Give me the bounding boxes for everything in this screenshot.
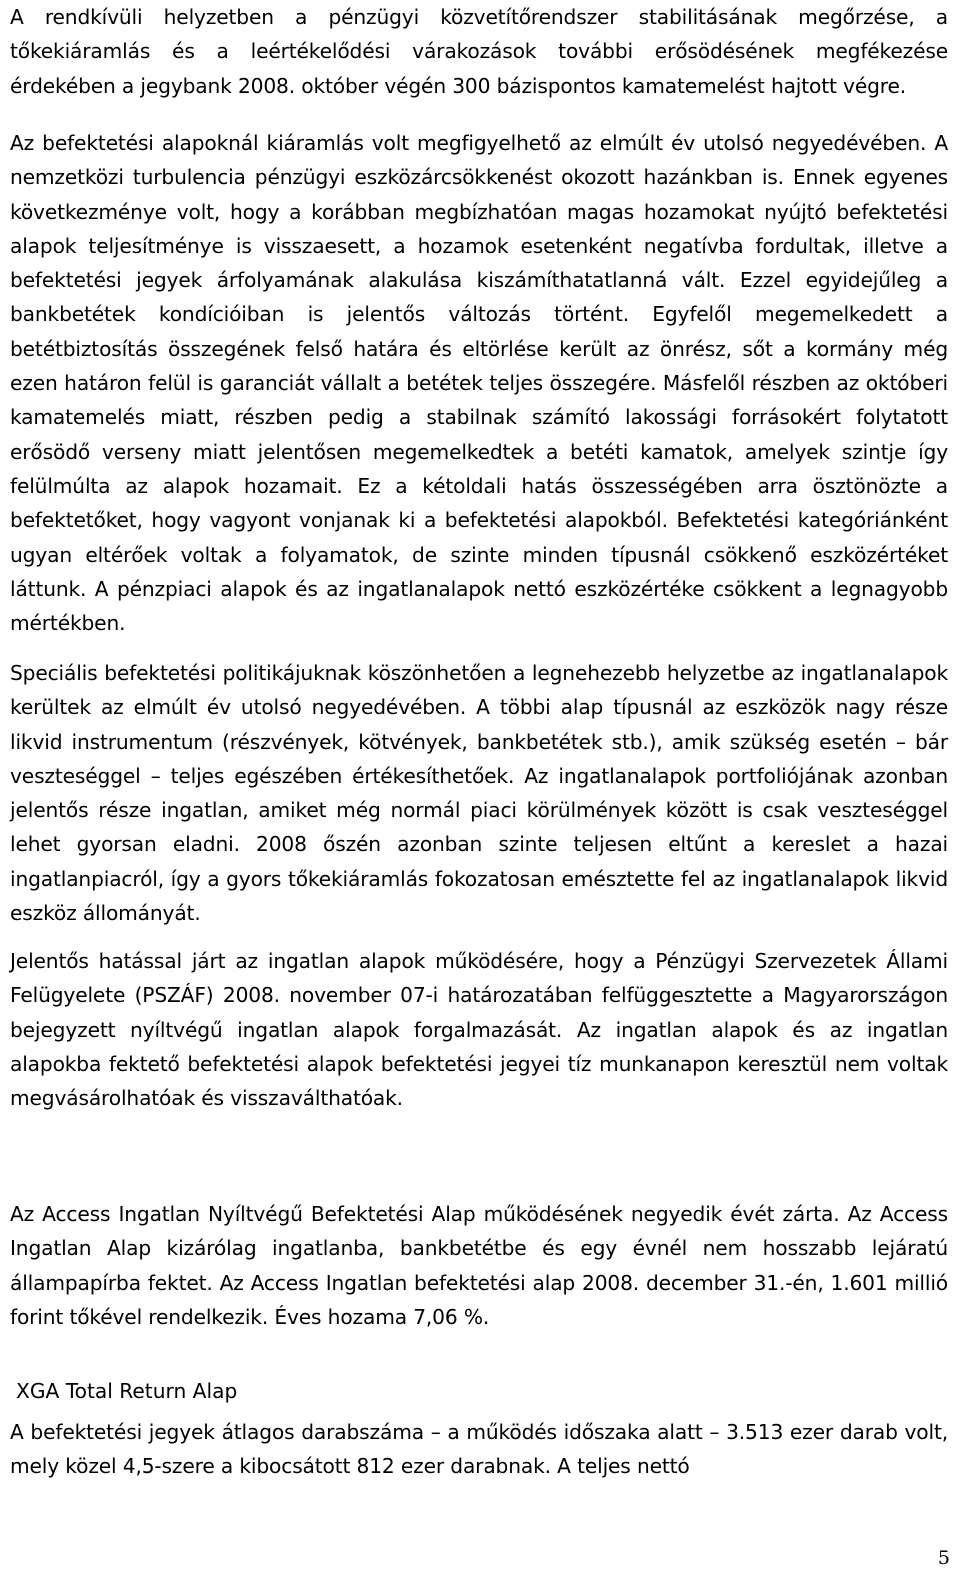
page-number: 5 (937, 1547, 950, 1569)
paragraph-access-fund: Az Access Ingatlan Nyíltvégű Befektetési Alap működésének negyedik évét zárta. Az Access Ingatlan Alap kizárólag ingatlanba, bankbetétbe és egy évnél nem hosszabb lejáratú állampapírba fektet. Az Access Ingatlan befektetési alap 2008. december 31.-én, 1.601 millió forint tőkével rendelkezik. Éves hozama 7,06 %. (10, 1202, 948, 1329)
section-heading: XGA Total Return Alap (16, 1379, 238, 1403)
paragraph-real-estate-funds: Speciális befektetési politikájuknak köszönhetően a legnehezebb helyzetbe az ingatlanalapok kerültek az elmúlt év utolsó negyedévében. A többi alap típusnál az eszközök nagy része likvid instrumentum (részvények, kötvények, bankbetétek stb.), amik szükség esetén – bár veszteséggel – teljes egészében értékesíthetőek. Az ingatlanalapok portfoliójának azonban jelentős része ingatlan, amiket még normál piaci körülmények között is csak veszteséggel lehet gyorsan eladni. 2008 őszén azonban szinte teljesen eltűnt a kereslet a hazai ingatlanpiacról, így a gyors tőkekiáramlás fokozatosan emésztette fel az ingatlanalapok likvid eszköz állományát. (10, 661, 948, 926)
paragraph-pszaf-suspension: Jelentős hatással járt az ingatlan alapok működésére, hogy a Pénzügyi Szervezetek Állami Felügyelete (PSZÁF) 2008. november 07-i határozatában felfüggesztette a Magyarországon bejegyzett nyíltvégű ingatlan alapok forgalmazását. Az ingatlan alapok és az ingatlan alapokba fektető befektetési alapok befektetési jegyei tíz munkanapon keresztül nem voltak megvásárolhatóak és visszaválthatóak. (10, 949, 948, 1111)
paragraph-fund-outflows: Az befektetési alapoknál kiáramlás volt megfigyelhető az elmúlt év utolsó negyedévében. A nemzetközi turbulencia pénzügyi eszközárcsökkenést okozott hazánkban is. Ennek egyenes következménye volt, hogy a korábban megbízhatóan magas hozamokat nyújtó befektetési alapok teljesítménye is visszaesett, a hozamok esetenként negatívba fordultak, illetve a befektetési jegyek árfolyamának alakulása kiszámíthatatlanná vált. Ezzel egyidejűleg a bankbetétek kondícióiban is jelentős változás történt. Egyfelől megemelkedett a betétbiztosítás összegének felső határa és eltörlése került az önrész, sőt a kormány még ezen határon felül is garanciát vállalt a betétek teljes összegére. Másfelől részben az októberi kamatemelés miatt, részben pedig a stabilnak számító lakossági forrásokért folytatott erősödő verseny miatt jelentősen megemelkedtek a betéti kamatok, amelyek szintje így felülmúlta az alapok hozamait. Ez a kétoldali hatás összességében arra ösztönözte a befektetőket, hogy vagyont vonjanak ki a befektetési alapokból. Befektetési kategóriánként ugyan eltérőek voltak a folyamatok, de szinte minden típusnál csökkenő eszközértéket láttunk. A pénzpiaci alapok és az ingatlanalapok nettó eszközértéke csökkent a legnagyobb mértékben. (10, 131, 948, 636)
paragraph-xga-fund: A befektetési jegyek átlagos darabszáma – a működés időszaka alatt – 3.513 ezer darab volt, mely közel 4,5-szere a kibocsátott 812 ezer darabnak. A teljes nettó (10, 1420, 948, 1479)
paragraph-monetary-policy: A rendkívüli helyzetben a pénzügyi közvetítőrendszer stabilitásának megőrzése, a tőkekiáramlás és a leértékelődési várakozások további erősödésének megfékezése érdekében a jegybank 2008. október végén 300 bázispontos kamatemelést hajtott végre. (10, 5, 948, 98)
